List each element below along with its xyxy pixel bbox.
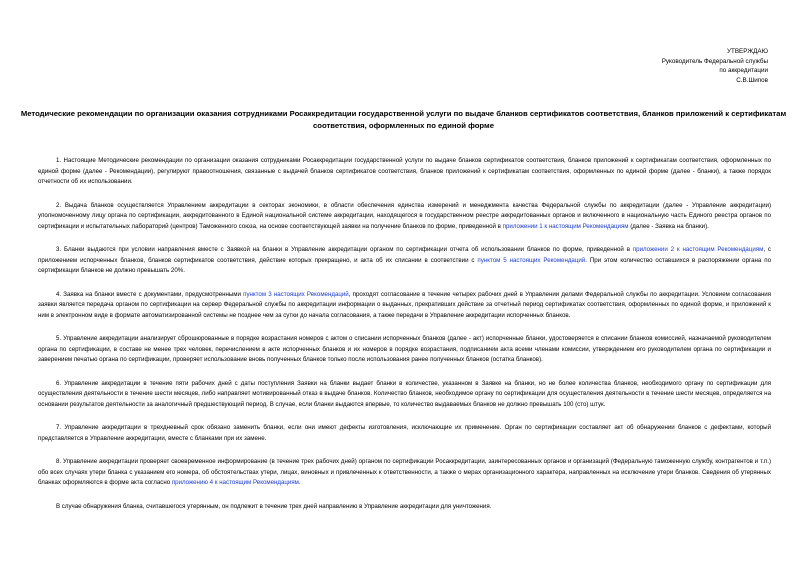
paragraph-8-text-a: 8. Управление аккредитации проверяет своевременное информирование (в течение трех рабочих дней) органом по сертификации Росаккредитации, заинтересованных органов и организаций (Федеральную таможенную службу, контрагентов и т.п.) обо всех случаях утери бланка с указанием его номера, об обстоятельствах утери, лицах, виновных и привлеченных к ответственности, а также о мерах организационного характера, направленных на исключение утери бланков. Сведения об утерянных бланках оформляются в форме акта согласно: [38, 458, 771, 486]
approval-position: Руководитель Федеральной службы: [661, 57, 768, 65]
paragraph-2-text-b: (далее - Заявка на бланки).: [628, 222, 709, 230]
paragraph-6-text: 6. Управление аккредитации в течение пяти рабочих дней с даты поступления Заявки на бланки выдает бланки в количестве, указанном в Заявке на бланки, но не более количества бланков, необходимого органу по сертификации для осуществления деятельности в течение шести месяцев, либо направляет мотивированный отказ в выдаче бланков. Количество бланков, необходимое органу по сертификации для осуществления деятельности в течение шести месяцев, определяется на основании результатов деятельности за аналогичный предшествующий период. В случае, если бланки выдаются впервые, то количество выдаваемых бланков не должно превышать 100 (сто) штук.: [38, 379, 771, 408]
paragraph-8-text-b: .: [298, 479, 301, 486]
paragraph-2-text-a: 2. Выдача бланков осуществляется Управлением аккредитации в секторах экономики, в области обеспечения единства измерений и менеджмента качества Федеральной службы по аккредитации (далее - Управление аккредитации) уполномоченному лицу органа по сертификации, аккредитованного в Единой национальной системе аккредитации, находящегося в государственном реестре аккредитованных органов и включенного в национальную часть Единого реестра органов по сертификации и испытательных лабораторий (центров) Таможенного союза, на основе соответствующей заявки на получение бланков по форме, приведенной в: [38, 201, 771, 230]
paragraph-8: [38, 457, 771, 489]
paragraph-2: [38, 201, 771, 233]
appendix-4-link[interactable]: приложению 4 к настоящим Рекомендациям: [171, 479, 299, 486]
document-title: Методические рекомендации по организации оказания сотрудниками Росаккредитации государственной услуги по выдаче бланков сертификатов соответствия, бланков приложений к сертификатам соответствия, оформленных по единой форме: [20, 109, 787, 131]
clause-5-link[interactable]: пунктом 5 настоящих Рекомендаций: [477, 256, 586, 264]
paragraph-3: [38, 245, 771, 277]
paragraph-4: [38, 290, 771, 322]
appendix-1-link[interactable]: приложении 1 к настоящим Рекомендациям: [502, 222, 629, 230]
approval-block: [548, 47, 768, 85]
paragraph-9-text: В случае обнаружения бланка, считавшегося утерянным, он подлежит в течение трех дней направлению в Управление аккредитации для уничтожения.: [56, 502, 492, 510]
paragraph-3-text-a: 3. Бланки выдаются при условии направления вместе с Заявкой на бланки в Управление аккредитации органом по сертификации отчета об использовании бланков по форме, приведенной в: [56, 246, 633, 253]
paragraph-5-text: 5. Управление аккредитации анализирует сброшюрованные в порядке возрастания номеров с актом о списании испорченных бланков (далее - акт) испорченные бланки, удостоверяется в списании бланков комиссией, назначаемой руководителем органа по сертификации, в составе не менее трех человек, перечислением в акте испорченных бланков и их номеров в порядке возрастания, подписанием акта всеми членами комиссии, утверждением его руководителем органа по сертификации и заверением печатью органа по сертификации, проверяет использование вновь полученных бланков только после использования ранее полученных бланков (остатка бланков).: [38, 335, 771, 363]
appendix-2-link[interactable]: приложении 2 к настоящим Рекомендациям: [632, 246, 764, 253]
approval-heading: УТВЕРЖДАЮ: [726, 48, 768, 55]
approval-signatory: С.В.Шипов: [736, 76, 768, 84]
paragraph-4-text-b: , проходят согласование в течение четырех рабочих дней в Управлении делами Федеральной службы по аккредитации. Условием согласования заявки является передача органом по сертификации на сервер Федеральной службы по аккредитации информации о выданных, прекративших действие за отчетный период сертификатах соответствия, оформленных по единой форме, и приложений к ним в электронном виде в формате автоматизированной системы не позднее чем за сутки до начала согласования, а также передачи в Управление аккредитации испорченных бланков.: [38, 290, 772, 319]
approval-position-cont: по аккредитации: [719, 67, 768, 75]
paragraph-6: [38, 379, 771, 411]
paragraph-9: [38, 502, 771, 513]
paragraph-5: [38, 334, 771, 366]
clause-3-link[interactable]: пунктом 3 настоящих Рекомендаций: [243, 290, 349, 298]
paragraph-7: [38, 423, 771, 444]
paragraph-1: [38, 156, 771, 188]
paragraph-3-text-b: , с приложением испорченных бланков, бланков сертификатов соответствия, действие которых прекращено, и акта об их списании в соответствии с: [38, 246, 771, 264]
paragraph-4-text-a: 4. Заявка на бланки вместе с документами, предусмотренными: [56, 290, 244, 298]
document-body: [38, 156, 771, 525]
paragraph-7-text: 7. Управление аккредитации в трехдневный срок обязано заменить бланки, если они имеют дефекты изготовления, исключающие их применение. Орган по сертификации составляет акт об обнаружении бланков с дефектами, который представляется в Управление аккредитации, вместе с бланками при их замене.: [38, 424, 771, 442]
paragraph-3-text-c: . При этом количество оставшихся в распоряжении органа по сертификации бланков не должно превышать 20%.: [38, 256, 771, 274]
paragraph-1-text: 1. Настоящие Методические рекомендации по организации оказания сотрудниками Росаккредитации государственной услуги по выдаче бланков сертификатов соответствия, бланков приложений к сертификатам соответствия, оформленных по единой форме (далее - Рекомендации), регулируют правоотношения, связанные с выдачей бланков сертификатов соответствия, бланков приложений к сертификатам соответствия, оформленных по единой форме (далее - бланки), а также порядок отчетности об их использовании.: [38, 157, 771, 185]
